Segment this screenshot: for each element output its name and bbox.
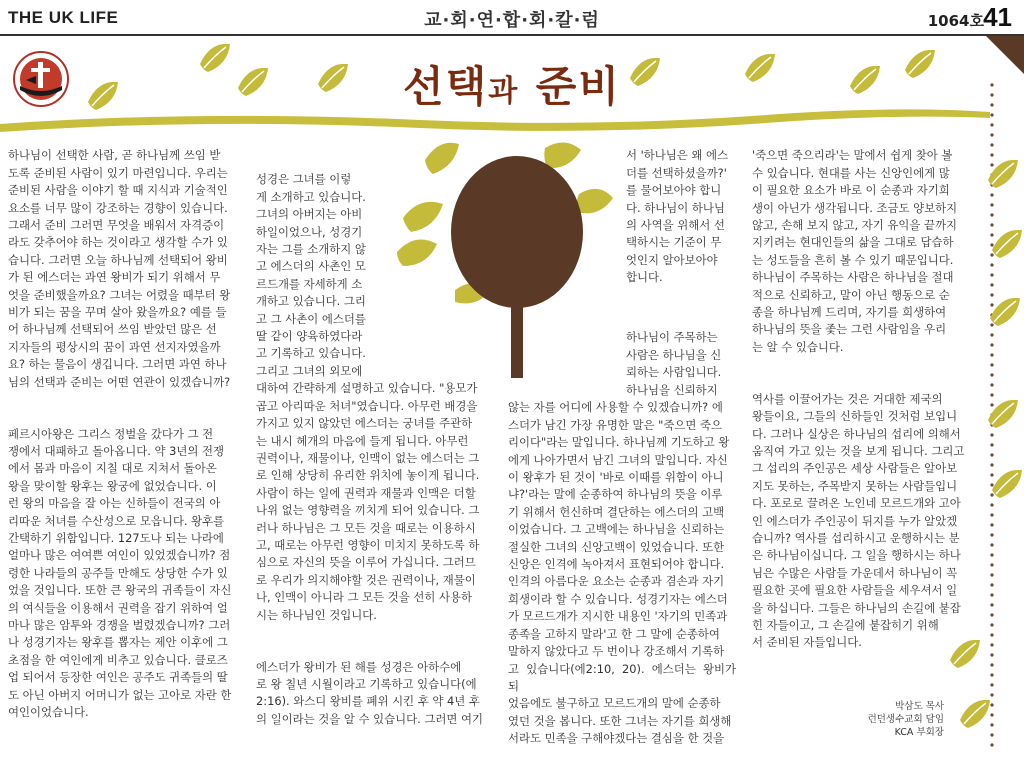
article-column-4 [752, 130, 974, 669]
article-column-2-top [256, 154, 376, 398]
header-rule [0, 34, 1024, 36]
paragraph: 하나님이 선택한 사람, 곧 하나님께 쓰임 받 도록 준비된 사람이 있기 마련입니다. 우리는 준비된 사람을 이야기 할 때 지식과 기술적인 요소를 너무 많이 강조하는 경향이 있습니다. 그래서 준비 그러면 무엇을 배워서 자격증이 라도 갖추어야 하는 것이라고 생각할 수가 있 습니다. 그러면 오늘 하나님께 선택되어 왕비 가 된 에스더는 과연 왕비가 되기 위해서 무 엇을 준비했을까요? 그녀는 어렸을 때부터 왕 비가 되는 꿈을 꾸며 살아 왔을까요? 예를 들 어 하나님께 선택되어 쓰임 받았던 많은 선 지자들의 평상시의 꿈이 과연 선지자였을까 요? 하는 물음이 생깁니다. 그러면 과연 하나 님의 선택과 준비는 어떤 연관이 있겠습니까? [8, 148, 231, 389]
paragraph: 페르시아왕은 그리스 정벌을 갔다가 그 전 쟁에서 대패하고 돌아옵니다. 약 3년의 전쟁 에서 몸과 마음이 지칠 대로 지쳐서 돌아온 왕을 맞이할 왕후는 왕궁에 없었습니다. 이 런 왕의 마음을 잘 아는 신하들이 전국의 아 리따운 처녀를 수산성으로 모읍니다. 왕후를 간택하기 위함입니다. 127도나 되는 나라에 얼마나 많은 여여쁜 여인이 있었겠습니까? 점 령한 나라들의 공주들 만해도 상당한 수가 있 었을 것입니다. 또한 큰 왕국의 귀족들이 자신 의 여식들을 이용해서 권력을 잡기 위하여 얼 마나 많은 암투와 경쟁을 벌렸겠습니까? 그러 나 성경기자는 왕후를 뽑자는 제안 이후에 그 초점을 한 여인에게 비추고 있습니다. 클로즈 업 되어서 등장한 여인은 공주도 귀족들의 딸 도 아닌 아버지 어머니가 없는 고아로 자란 한 여인이었습니다. [8, 426, 232, 719]
paragraph: 에스더가 왕비가 된 해를 성경은 아하수에 로 왕 칠년 시월이라고 기록하고 있습니다(에 2:16). 와스디 왕비를 폐위 시킨 후 약 4년 후 의 일이라는 것을 알 수 있습니다. 그러면 여기 [256, 659, 484, 726]
leaf-icon [200, 44, 234, 76]
publication-name: THE UK LIFE [8, 8, 119, 27]
leaf-icon [988, 400, 1022, 432]
leaf-icon [990, 298, 1024, 330]
article-column-3-top [626, 130, 736, 304]
leaf-icon [630, 58, 664, 90]
paragraph: '죽으면 죽으리라'는 말에서 쉽게 찾아 볼 수 있습니다. 현대를 사는 신앙인에게 많 이 필요한 요소가 바로 이 순종과 자기희 생이 아닌가 생각됩니다. 조금도 양보하지 않고, 손해 보지 않고, 자기 유익을 끝까지 지키려는 현대인들의 삶을 그대로 답습하 는 성도들을 흔히 볼 수 있기 때문입니다. 하나님이 주목하는 사람은 하나님을 절대 적으로 신뢰하고, 말이 아닌 행동으로 순 종을 하나님께 드리며, 자기를 희생하여 하나님의 뜻을 좇는 그런 사람임을 우리 는 알 수 있습니다. [752, 148, 958, 354]
paragraph: 서 '하나님은 왜 에스 더를 선택하셨을까?' 를 물어보아야 합니 다. 하나님이 하나님 의 사역을 위해서 선 택하시는 기준이 무 엇인지 알아보아야 합니다. [626, 148, 729, 285]
paragraph: 하나님이 주목하는 사람은 하나님을 신 뢰하는 사람입니다. 하나님을 신뢰하지 [626, 330, 722, 397]
author-signature [868, 700, 944, 739]
leaf-icon [988, 160, 1022, 192]
article-column-2-bottom [256, 363, 500, 746]
leaf-icon [745, 54, 779, 86]
author-role: KCA 부회장 [894, 727, 944, 738]
tree-icon [395, 140, 635, 380]
paragraph: 않는 자를 어디에 사용할 수 있겠습니까? 에 스더가 남긴 가장 유명한 말은 "죽으면 죽으 리이다"라는 말입니다. 하나님께 기도하고 왕 에게 나아가면서 남긴 그녀의 말입니다. 자신 이 왕후가 된 것이 '바로 이때를 위함이 아니 냐?'라는 말에 순종하여 하나님의 뜻을 이루 기 위해서 헌신하며 결단하는 에스더의 고백 이었습니다. 그 고백에는 하나님을 신뢰하는 절실한 그녀의 신앙고백이 있었습니다. 또한 신앙은 인격에 녹아져서 표현되어야 합니다. 인격의 아름다운 요소는 순종과 겸손과 자기 희생이라 할 수 있습니다. 성경기자는 에스더 가 모르드개가 지시한 내용인 '자기의 민족과 종족을 고하지 말라'고 한 그 말에 순종하여 말하지 않았다고 두 번이나 강조해서 기록하 고 있습니다(에2:10, 20). 에스더는 왕비가 되 었음에도 불구하고 모르드개의 말에 순종하 였던 것을 봅니다. 또한 그녀는 자기를 희생해 서라도 민족을 구해야겠다는 결심을 한 것을 [508, 400, 736, 746]
paragraph: 대하여 간략하게 설명하고 있습니다. "용모가 곱고 아리따운 처녀"였습니다. 아무런 배경을 가지고 있지 않았던 에스더는 궁녀를 주관하 는 내시 헤개의 마음에 들게 됩니다. 아무런 권력이나, 재물이나, 인맥이 없는 에스더는 그 로 인해 상당히 유리한 위치에 놓이게 됩니다. 사람이 하는 일에 권력과 재물과 인맥은 더할 나위 없는 영향력을 끼치게 되어 있습니다. 그 러나 하나님은 그 모든 것을 때로는 이용하시 고, 때로는 아무런 영향이 미치지 못하도록 하 심으로 자신의 뜻을 이루어 가십니다. 그러므 로 우리가 의지해야할 것은 권력이나, 재물이 나, 인맥이 아니라 그 모든 것을 선히 사용하 시는 하나님인 것입니다. [256, 381, 480, 622]
leaf-icon [88, 82, 122, 114]
issue-number: 1064호 [927, 12, 984, 30]
paragraph: 역사를 이끌어가는 것은 거대한 제국의 왕들이요, 그들의 신하들인 것처럼 보입니 다. 그러나 실상은 하나님의 섭리에 의해서 움직여 가고 있는 것을 보게 됩니다. 그리고 그 섭리의 주인공은 세상 사람들은 알아보 지도 못하는, 주목받지 못하는 사람들입니 다. 포로로 끌려온 노인네 모르드개와 고아 인 에스더가 주인공이 뒤지를 누가 알았겠 습니까? 역사를 섭리하시고 운행하시는 분 은 하나님이십니다. 그 일을 행하시는 하나 님은 수많은 사람들 가운데서 하나님이 꼭 필요한 곳에 필요한 사람들을 세우셔서 일 을 하십니다. 그들은 하나님의 손길에 붙잡 힌 자들이고, 그 손길에 붙잡히기 위해 서 준비된 자들입니다. [752, 391, 965, 650]
leaf-icon [960, 700, 994, 732]
article-title: 선택과 준비 [403, 62, 621, 111]
article-column-1 [8, 130, 236, 739]
paragraph: 성경은 그녀를 이렇 게 소개하고 있습니다. 그녀의 아버지는 아비 하일이었으나, 성경기 자는 그를 소개하지 않 고 에스더의 사촌인 모 르드개를 자세하게 소 개하고 있습니다. 그리 고 그 사촌이 에스더를 딸 같이 양육하였다라 고 기록하고 있습니다. 그리고 그녀의 외모에 [256, 172, 366, 378]
author-church: 런던생수교회 담임 [867, 714, 944, 725]
author-name: 박삼도 목사 [895, 701, 944, 712]
leaf-icon [905, 50, 939, 82]
leaf-icon [992, 470, 1024, 502]
leaf-icon [992, 230, 1024, 262]
page-number: 41 [983, 2, 1012, 32]
leaf-icon [850, 66, 884, 98]
section-title: 교·회·연·합·회·칼·럼 [424, 10, 600, 31]
leaf-icon [238, 68, 272, 100]
leaf-icon [318, 64, 352, 96]
article-column-3-bottom [508, 382, 736, 765]
